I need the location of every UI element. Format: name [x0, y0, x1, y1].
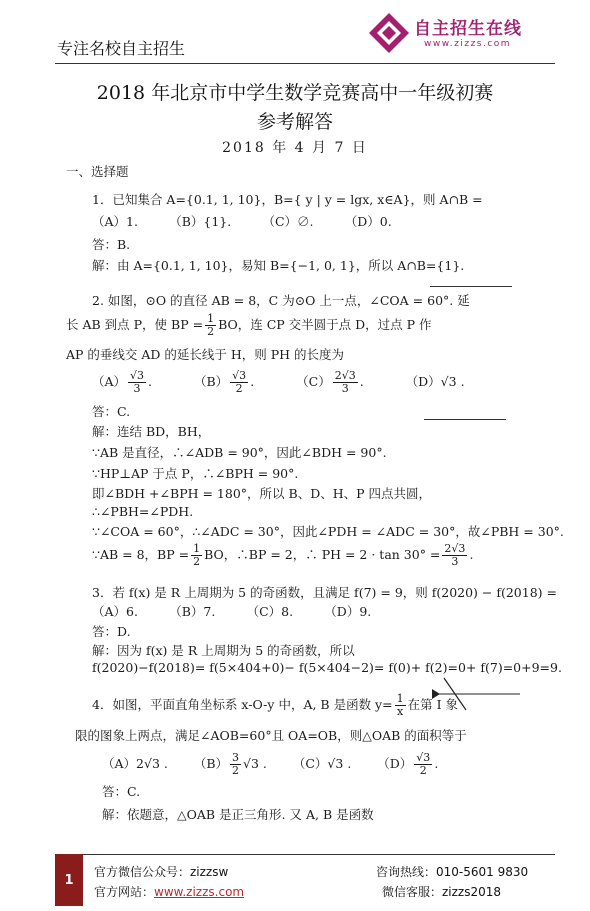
q2-solution-2: ∵AB 是直径，∴∠ADB = 90°，因此∠BDH = 90°. [92, 445, 387, 460]
q4-stem-line1 [92, 693, 458, 718]
fraction-denominator: 3 [451, 555, 459, 568]
q3-solution-1: 解：因为 f(x) 是 R 上周期为 5 的奇函数，所以 [92, 643, 355, 658]
q4-options: （A）2√3 . （B） $\frac{3}{2}$ √3 . （C）√3 . （D） $\frac{√3}{2}$ . [102, 751, 439, 777]
page-number-badge: 1 [55, 854, 83, 906]
fraction-result [442, 543, 467, 568]
q2-solution-7: ∵AB = 8，BP = $\frac{1}{2}$ BO，∴BP = 2，∴ PH = 2 · tan 30° = $\frac{2√3}{3}$ . [92, 542, 474, 568]
fraction-numerator: √3 [416, 751, 431, 764]
q2-option-a-value [128, 370, 146, 395]
q2-option-d: （D）√3 . [405, 374, 465, 389]
fraction-denominator: x [396, 705, 404, 718]
header-slogan: 专注名校自主招生 [57, 39, 186, 58]
q1-answer: 答：B. [92, 237, 131, 252]
fraction-one-half [191, 543, 202, 568]
logo-diamond-icon [368, 12, 410, 54]
q3-solution-2: f(2020)−f(2018)= f(5×404+0)− f(5×404−2)= f(0)+ f(2)=0+ f(7)=0+9=9. [92, 660, 562, 675]
q4-stem-part: 4．如图，平面直角坐标系 x-O-y 中，A, B 是函数 y= [92, 697, 393, 712]
q4-option-c: （C）√3 . [292, 756, 352, 771]
q4-option-d-value [414, 752, 432, 777]
q1-options: （A）1. （B）{1}. （C）∅. （D）0. [92, 214, 392, 229]
site-logo[interactable] [368, 10, 538, 56]
q4-option-b-tail: √3 . [243, 756, 267, 771]
fraction-numerator: 3 [232, 751, 240, 764]
header-divider [55, 63, 555, 64]
fraction-denominator: 3 [341, 382, 349, 395]
fraction-numerator: 2√3 [444, 542, 466, 555]
logo-url-text: www.zizzs.com [424, 39, 512, 49]
fraction-denominator: 3 [133, 382, 141, 395]
section-heading: 一、选择题 [66, 164, 129, 179]
q4-option-a: （A）2√3 . [102, 756, 168, 771]
q2-solution-part: ∵AB = 8，BP = [92, 547, 190, 562]
fraction-denominator: 2 [235, 382, 243, 395]
fraction-numerator: 1 [396, 692, 404, 705]
q2-solution-part: BO，∴BP = 2，∴ PH = 2 · tan 30° = [204, 547, 441, 562]
q2-option-b-label: （B） [193, 374, 229, 389]
q2-answer: 答：C. [92, 404, 131, 419]
fraction-numerator: 2√3 [334, 369, 356, 382]
blank-rule [424, 419, 506, 420]
q4-stem-part: 在第 I 象 [407, 697, 458, 712]
q4-option-b-label: （B） [193, 756, 229, 771]
q3-options: （A）6. （B）7. （C）8. （D）9. [92, 604, 372, 619]
logo-brand-text: 自主招生在线 [414, 19, 522, 39]
q2-solution-4: 即∠BDH +∠BPH = 180°，所以 B、D、H、P 四点共圆， [92, 486, 431, 501]
q2-solution-6: ∵∠COA = 60°，∴∠ADC = 30°，因此∠PDH = ∠ADC = 30°，故∠PBH = 30°. [92, 524, 564, 539]
q4-option-b-value [230, 752, 241, 777]
q4-option-d-label: （D） [377, 756, 413, 771]
footer-service: 微信客服：zizzs2018 [382, 885, 502, 899]
fraction-denominator: 2 [207, 325, 215, 338]
q4-solution-1: 解：依题意，△OAB 是正三角形. 又 A, B 是函数 [102, 807, 374, 822]
fraction-one-half [205, 313, 216, 338]
footer-site-link[interactable]: www.zizzs.com [154, 885, 245, 899]
footer-site-label: 官方网站： [94, 885, 155, 899]
q2-option-b-value [230, 370, 248, 395]
q2-stem-line1: 2. 如图，⊙O 的直径 AB = 8，C 为⊙O 上一点，∠COA = 60°. 延 [92, 293, 470, 308]
q2-solution-1: 解：连结 BD，BH， [92, 424, 211, 439]
blank-rule [430, 286, 512, 287]
document-subtitle: 参考解答 [256, 111, 333, 133]
footer-wechat: 官方微信公众号：zizzsw [94, 865, 229, 879]
fraction-denominator: 2 [232, 764, 240, 777]
q1-solution: 解：由 A={0.1, 1, 10}，易知 B={−1, 0, 1}，所以 A∩B={1}. [92, 258, 465, 273]
fraction-one-over-x [395, 693, 406, 718]
fraction-numerator: √3 [130, 369, 145, 382]
q2-solution-3: ∵HP⊥AP 于点 P，∴∠BPH = 90°. [92, 466, 299, 481]
document-title: 2018 年北京市中学生数学竞赛高中一年级初赛 [96, 82, 494, 104]
footer-site [94, 883, 244, 900]
q4-answer: 答：C. [102, 784, 141, 799]
footer-divider [55, 854, 555, 855]
q2-option-a-label: （A） [92, 374, 127, 389]
document-date: 2018 年 4 月 7 日 [222, 140, 368, 156]
q3-stem: 3．若 f(x) 是 R 上周期为 5 的奇函数，且满足 f(7) = 9，则 f(2020) − f(2018) = [92, 585, 557, 600]
fraction-numerator: 1 [207, 312, 215, 325]
q3-answer: 答：D. [92, 624, 131, 639]
fraction-denominator: 2 [419, 764, 427, 777]
footer-hotline: 咨询热线：010-5601 9830 [376, 865, 529, 879]
q2-stem-line2 [66, 313, 432, 338]
q2-solution-5: ∴∠PBH=∠PDH. [92, 504, 194, 519]
q2-stem-line3: AP 的垂线交 AD 的延长线于 H，则 PH 的长度为 [66, 347, 345, 362]
fraction-denominator: 2 [193, 555, 201, 568]
fraction-numerator: 1 [193, 542, 201, 555]
q2-stem-part: BO，连 CP 交半圆于点 D，过点 P 作 [218, 317, 432, 332]
q1-stem: 1．已知集合 A={0.1, 1, 10}，B={ y | y = lgx, x∈A}，则 A∩B = [92, 192, 483, 207]
q2-option-c-label: （C） [296, 374, 331, 389]
q2-stem-part: 长 AB 到点 P，使 BP = [66, 317, 204, 332]
fraction-numerator: √3 [232, 369, 247, 382]
q2-option-c-value [333, 370, 358, 395]
q4-stem-line2: 限的图象上两点，满足∠AOB=60°且 OA=OB，则△OAB 的面积等于 [75, 728, 467, 743]
q2-options: （A） $\frac{√3}{3}$ . （B） $\frac{√3}{2}$ . （C） $\frac{2√3}{3}$ . （D）√3 . [92, 369, 465, 395]
